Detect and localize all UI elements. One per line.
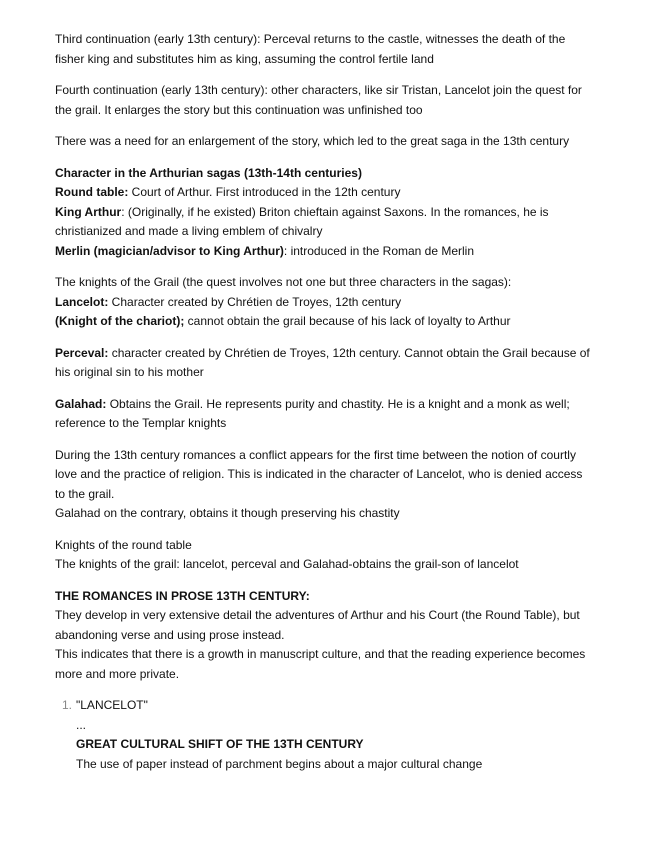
romances-text-1: They develop in very extensive detail the adventures of Arthur and his Court (the Round Table), but abandoning verse and using prose instead. bbox=[55, 608, 580, 642]
lancelot-label: Lancelot: bbox=[55, 294, 109, 309]
romances-text-2: This indicates that there is a growth in manuscript culture, and that the reading experience becomes more and more private. bbox=[55, 647, 586, 681]
cultural-shift-heading: GREAT CULTURAL SHIFT OF THE 13TH CENTURY bbox=[76, 737, 364, 751]
galahad-label: Galahad: bbox=[55, 396, 107, 411]
knights-intro: The knights of the Grail (the quest involves not one but three characters in the sagas): bbox=[55, 275, 512, 289]
king-arthur-text: : (Originally, if he existed) Briton chieftain against Saxons. In the romances, he is christianized and made a living emblem of chivalry bbox=[55, 204, 549, 238]
round-table-entry bbox=[55, 183, 595, 203]
round-table-section bbox=[55, 536, 595, 575]
characters-heading: Character in the Arthurian sagas (13th-14th centuries) bbox=[55, 165, 362, 180]
galahad-chastity-line: Galahad on the contrary, obtains it though preserving his chastity bbox=[55, 506, 400, 520]
knights-section bbox=[55, 273, 595, 332]
list-item-ellipsis: ... bbox=[76, 717, 87, 732]
merlin-label: Merlin (magician/advisor to King Arthur) bbox=[55, 243, 284, 258]
chariot-text: cannot obtain the grail because of his lack of loyalty to Arthur bbox=[184, 314, 511, 328]
characters-section bbox=[55, 164, 595, 262]
perceval-entry bbox=[55, 344, 595, 383]
document-page bbox=[55, 30, 595, 774]
chariot-label: (Knight of the chariot); bbox=[55, 314, 185, 328]
paragraph-enlargement: There was a need for an enlargement of the story, which led to the great saga in the 13th century bbox=[55, 134, 570, 148]
king-arthur-entry bbox=[55, 203, 595, 242]
romances-section bbox=[55, 587, 595, 685]
numbered-list bbox=[55, 696, 595, 774]
round-table-label: Round table: bbox=[55, 185, 129, 199]
king-arthur-label: King Arthur bbox=[55, 204, 122, 219]
galahad-text: Obtains the Grail. He represents purity and chastity. He is a knight and a monk as well; reference to the Templar knights bbox=[55, 396, 570, 430]
merlin-text: : introduced in the Roman de Merlin bbox=[283, 243, 475, 258]
conflict-text: During the 13th century romances a conflict appears for the first time between the notion of courtly love and the practice of religion. This is indicated in the character of Lancelot, who is denied access to the grail. bbox=[55, 447, 583, 501]
lancelot-text: Character created by Chrétien de Troyes, 12th century bbox=[108, 294, 402, 309]
paragraph-fourth-continuation: Fourth continuation (early 13th century): other characters, like sir Tristan, Lancelot join the quest for the grail. It enlarges the story but this continuation was unfinished too bbox=[55, 83, 582, 117]
galahad-entry bbox=[55, 395, 595, 434]
conflict-section bbox=[55, 446, 595, 524]
cultural-shift-text: The use of paper instead of parchment begins about a major cultural change bbox=[76, 756, 483, 771]
list-item-title: "LANCELOT" bbox=[76, 698, 148, 712]
round-table-line-1: Knights of the round table bbox=[55, 537, 192, 552]
perceval-label: Perceval: bbox=[55, 345, 109, 360]
list-item bbox=[55, 696, 595, 774]
round-table-line-2: The knights of the grail: lancelot, perceval and Galahad-obtains the grail-son of lancelot bbox=[55, 557, 519, 571]
perceval-text: character created by Chrétien de Troyes, 12th century. Cannot obtain the Grail because of his original sin to his mother bbox=[55, 345, 590, 379]
romances-heading: THE ROMANCES IN PROSE 13TH CENTURY: bbox=[55, 588, 310, 603]
merlin-entry bbox=[55, 242, 595, 262]
chariot-entry bbox=[55, 312, 595, 332]
paragraph-third-continuation: Third continuation (early 13th century): Perceval returns to the castle, witnesses the death of the fisher king and substitutes him as king, assuming the control fertile land bbox=[55, 32, 566, 66]
list-marker: 1. bbox=[62, 698, 73, 712]
round-table-text: Court of Arthur. First introduced in the 12th century bbox=[128, 185, 401, 199]
lancelot-entry bbox=[55, 293, 595, 313]
